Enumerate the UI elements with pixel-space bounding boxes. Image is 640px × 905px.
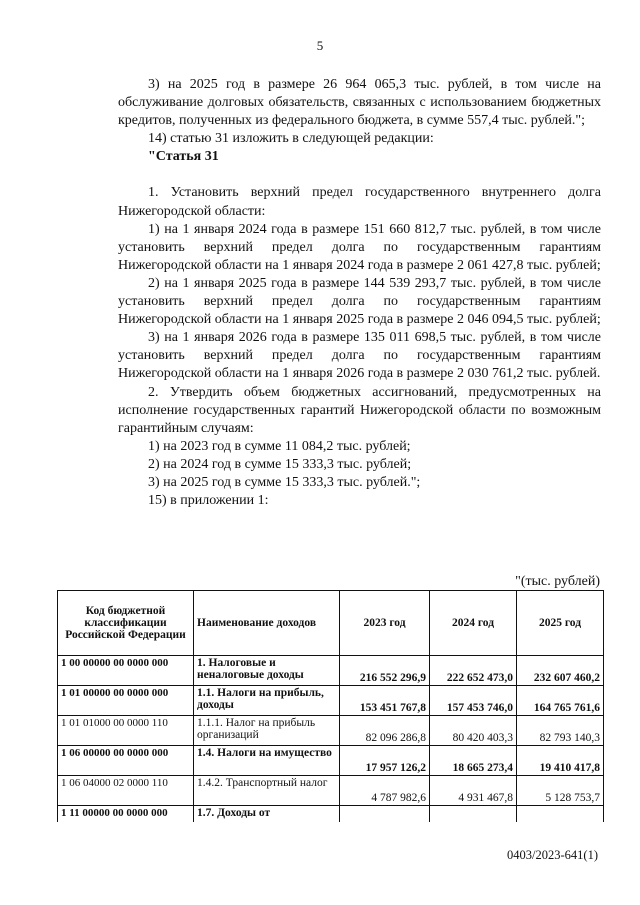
row-value-2024: 4 931 467,8 bbox=[430, 776, 517, 806]
header-name: Наименование доходов bbox=[194, 591, 340, 656]
row-code: 1 01 00000 00 0000 000 bbox=[58, 686, 194, 716]
document-code: 0403/2023-641(1) bbox=[507, 848, 598, 862]
article-heading: "Статья 31 bbox=[148, 149, 219, 165]
row-value-2024 bbox=[430, 806, 517, 823]
table-row bbox=[58, 776, 604, 806]
row-value-2025: 232 607 460,2 bbox=[517, 656, 604, 686]
table-row bbox=[58, 746, 604, 776]
header-2023: 2023 год bbox=[340, 591, 430, 656]
header-2024: 2024 год bbox=[430, 591, 517, 656]
paragraph: 2) на 2024 год в сумме 15 333,3 тыс. рублей; bbox=[148, 456, 412, 472]
units-note: "(тыс. рублей) bbox=[515, 574, 600, 589]
row-name: 1.1. Налоги на прибыль, доходы bbox=[194, 686, 340, 716]
row-value-2025: 5 128 753,7 bbox=[517, 776, 604, 806]
row-code: 1 06 04000 02 0000 110 bbox=[58, 776, 194, 806]
row-code: 1 06 00000 00 0000 000 bbox=[58, 746, 194, 776]
income-table bbox=[57, 590, 604, 822]
row-name: 1.1.1. Налог на прибыль организаций bbox=[194, 716, 340, 746]
row-value-2024: 157 453 746,0 bbox=[430, 686, 517, 716]
row-value-2024: 18 665 273,4 bbox=[430, 746, 517, 776]
paragraph: 1) на 1 января 2024 года в размере 151 660 812,7 тыс. рублей, в том числе установить верхний предел долга по государственным гарантиям Нижегородской области на 1 января 2024 года в размере 2 061 427,8 тыс. рублей; bbox=[118, 221, 601, 273]
body-text bbox=[118, 76, 601, 510]
paragraph: 1. Установить верхний предел государственного внутреннего долга Нижегородской области: bbox=[118, 185, 601, 219]
row-value-2023: 4 787 982,6 bbox=[340, 776, 430, 806]
row-name: 1.4. Налоги на имущество bbox=[194, 746, 340, 776]
header-2025: 2025 год bbox=[517, 591, 604, 656]
row-value-2025: 19 410 417,8 bbox=[517, 746, 604, 776]
paragraph: 2) на 1 января 2025 года в размере 144 539 293,7 тыс. рублей, в том числе установить верхний предел долга по государственным гарантиям Нижегородской области на 1 января 2025 года в размере 2 046 094,5 тыс. рублей; bbox=[118, 275, 601, 328]
page-number: 5 bbox=[316, 38, 324, 53]
row-value-2025 bbox=[517, 806, 604, 823]
table-row bbox=[58, 656, 604, 686]
row-name: 1.7. Доходы от bbox=[194, 806, 340, 823]
row-value-2024: 222 652 473,0 bbox=[430, 656, 517, 686]
paragraph: 3) на 1 января 2026 года в размере 135 011 698,5 тыс. рублей, в том числе установить верхний предел долга по государственным гарантиям Нижегородской области на 1 января 2026 года в размере 2 030 761,2 тыс. рублей. bbox=[118, 330, 601, 382]
row-value-2025: 164 765 761,6 bbox=[517, 686, 604, 716]
row-value-2023: 153 451 767,8 bbox=[340, 686, 430, 716]
table-row bbox=[58, 686, 604, 716]
paragraph: 3) на 2025 год в сумме 15 333,3 тыс. рублей."; bbox=[148, 474, 421, 490]
row-value-2023 bbox=[340, 806, 430, 823]
paragraph: 14) статью 31 изложить в следующей редакции: bbox=[148, 131, 434, 147]
row-value-2023: 216 552 296,9 bbox=[340, 656, 430, 686]
table-header-row bbox=[58, 591, 604, 656]
paragraph: 1) на 2023 год в сумме 11 084,2 тыс. рублей; bbox=[148, 438, 411, 454]
paragraph: 3) на 2025 год в размере 26 964 065,3 тыс. рублей, в том числе на обслуживание долговых обязательств, связанных с использованием бюджетных кредитов, полученных из федерального бюджета, в сумме 557,4 тыс. рублей."; bbox=[118, 77, 601, 129]
row-code: 1 00 00000 00 0000 000 bbox=[58, 656, 194, 686]
row-code: 1 01 01000 00 0000 110 bbox=[58, 716, 194, 746]
row-value-2023: 17 957 126,2 bbox=[340, 746, 430, 776]
row-code: 1 11 00000 00 0000 000 bbox=[58, 806, 194, 823]
table-row bbox=[58, 716, 604, 746]
row-value-2024: 80 420 403,3 bbox=[430, 716, 517, 746]
paragraph: 15) в приложении 1: bbox=[148, 493, 269, 509]
header-code: Код бюджетной классификации Российской Федерации bbox=[58, 591, 194, 656]
row-name: 1. Налоговые и неналоговые доходы bbox=[194, 656, 340, 686]
row-value-2025: 82 793 140,3 bbox=[517, 716, 604, 746]
row-name: 1.4.2. Транспортный налог bbox=[194, 776, 340, 806]
table-row bbox=[58, 806, 604, 823]
paragraph: 2. Утвердить объем бюджетных ассигнований, предусмотренных на исполнение государственных гарантий Нижегородской области по возможным гарантийным случаям: bbox=[118, 384, 601, 436]
row-value-2023: 82 096 286,8 bbox=[340, 716, 430, 746]
